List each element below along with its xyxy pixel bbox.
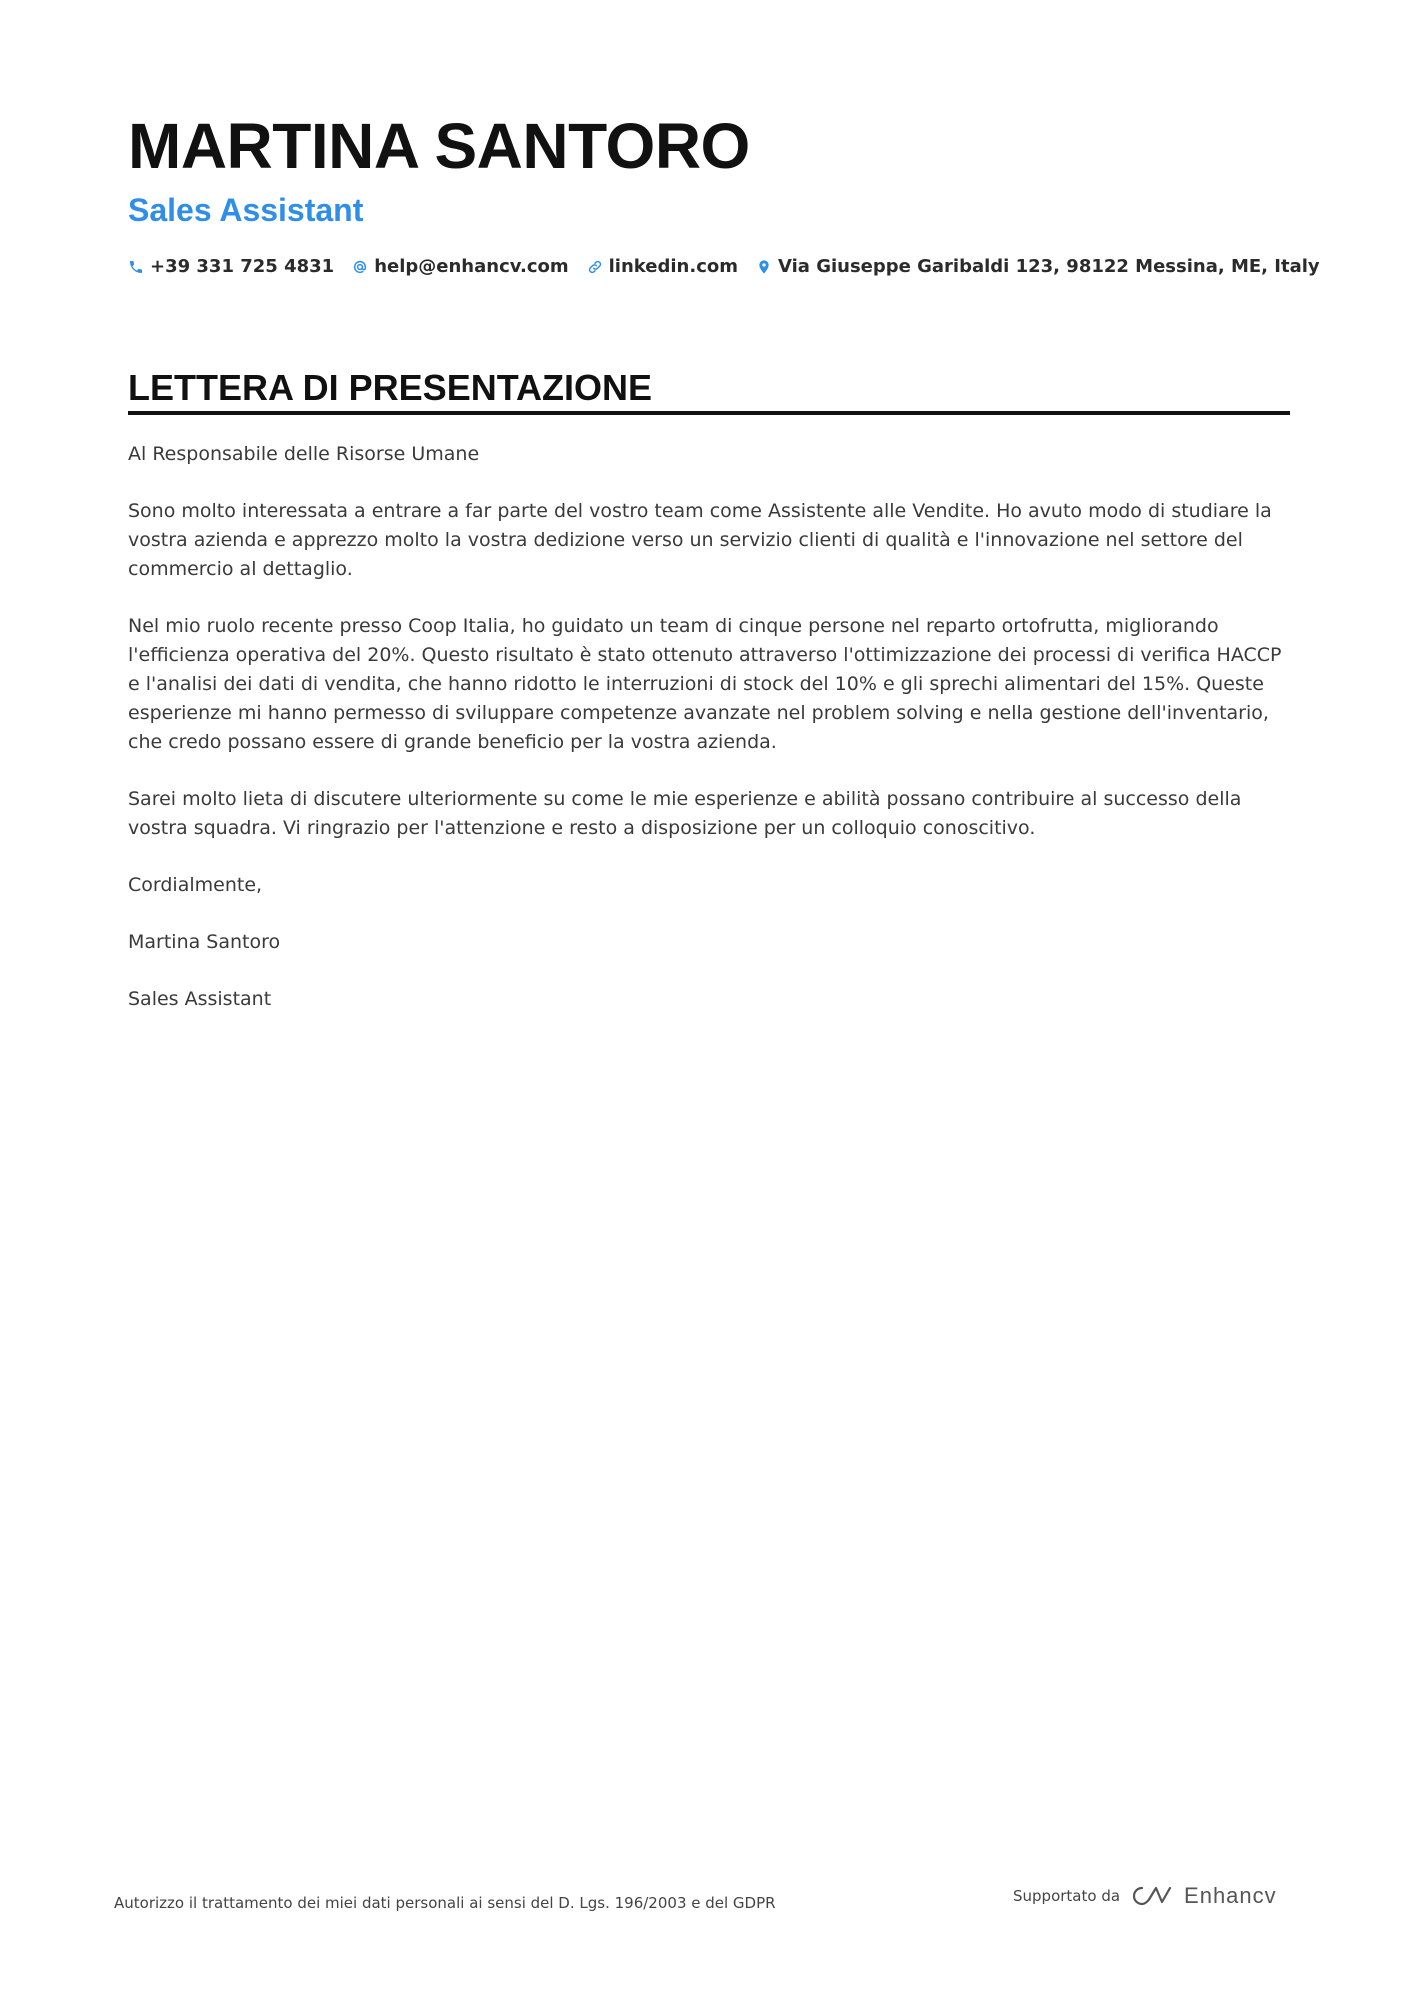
- linkedin-url: linkedin.com: [608, 256, 738, 277]
- letter-body: [128, 440, 1290, 1042]
- enhancv-logo-icon: [1130, 1884, 1174, 1908]
- privacy-consent: Autorizzo il trattamento dei miei dati personali ai sensi del D. Lgs. 196/2003 e del GDPR: [114, 1894, 776, 1912]
- letter-paragraph: Nel mio ruolo recente presso Coop Italia, ho guidato un team di cinque persone nel reparto ortofrutta, migliorando l'efficienza operativa del 20%. Questo risultato è stato ottenuto attraverso l'ottimizzazione dei processi di verifica HACCP e l'analisi dei dati di vendita, che hanno ridotto le interruzioni di stock del 10% e gli sprechi alimentari del 15%. Queste esperienze mi hanno permesso di sviluppare competenze avanzate nel problem solving e nella gestione dell'inventario, che credo possano essere di grande beneficio per la vostra azienda.: [128, 615, 1282, 753]
- contact-address: [756, 254, 1320, 280]
- brand-name: Enhancv: [1184, 1883, 1277, 1908]
- candidate-name: MARTINA SANTORO: [128, 110, 750, 182]
- signature-name: Martina Santoro: [128, 931, 281, 953]
- powered-by[interactable]: [1013, 1882, 1277, 1910]
- location-pin-icon: [756, 259, 772, 275]
- signature-role: Sales Assistant: [128, 988, 272, 1010]
- contact-phone[interactable]: [128, 254, 334, 280]
- contact-email[interactable]: [352, 254, 568, 280]
- section-divider: [128, 411, 1290, 415]
- section-title: LETTERA DI PRESENTAZIONE: [128, 367, 653, 408]
- powered-by-label: Supportato da: [1013, 1887, 1121, 1905]
- at-icon: [352, 259, 368, 275]
- closing: Cordialmente,: [128, 874, 263, 896]
- address: Via Giuseppe Garibaldi 123, 98122 Messina, ME, Italy: [778, 256, 1320, 277]
- contact-bar: [128, 254, 1320, 280]
- link-icon: [587, 259, 603, 275]
- contact-linkedin[interactable]: [587, 254, 738, 280]
- phone-icon: [128, 259, 144, 275]
- phone-number: +39 331 725 4831: [150, 256, 335, 277]
- letter-paragraph: Sarei molto lieta di discutere ulteriormente su come le mie esperienze e abilità possano contribuire al successo della vostra squadra. Vi ringrazio per l'attenzione e resto a disposizione per un colloquio conoscitivo.: [128, 788, 1242, 839]
- candidate-role: Sales Assistant: [128, 192, 364, 228]
- email-address: help@enhancv.com: [374, 256, 569, 277]
- salutation: Al Responsabile delle Risorse Umane: [128, 443, 480, 465]
- letter-paragraph: Sono molto interessata a entrare a far parte del vostro team come Assistente alle Vendite. Ho avuto modo di studiare la vostra azienda e apprezzo molto la vostra dedizione verso un servizio clienti di qualità e l'innovazione nel settore del commercio al dettaglio.: [128, 500, 1272, 580]
